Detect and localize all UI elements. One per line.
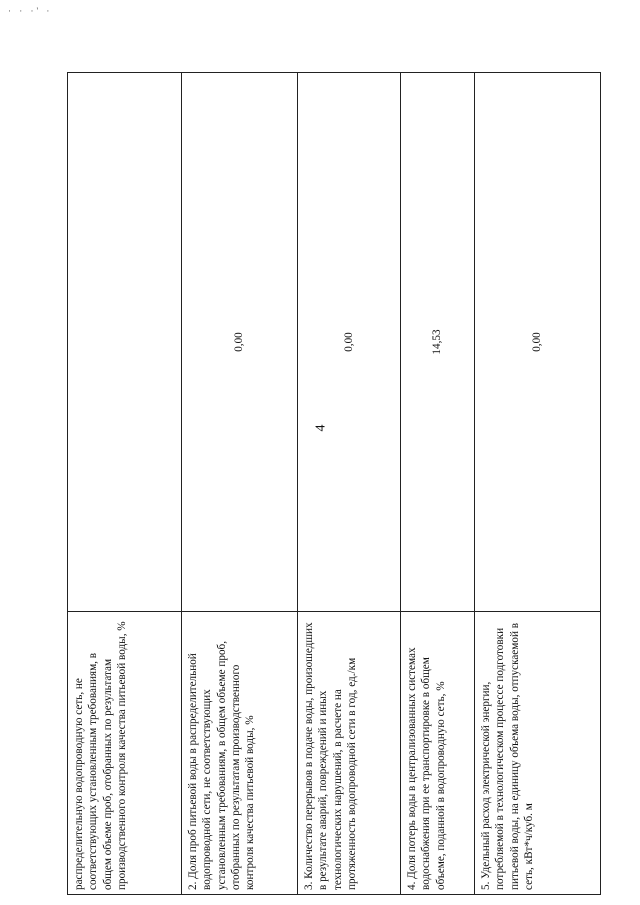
indicator-value: 0,00: [233, 332, 246, 352]
indicator-name-cell: [475, 612, 601, 895]
indicator-value-cell: [401, 73, 475, 612]
table-row: [401, 73, 475, 895]
indicators-table-rotated: [67, 72, 600, 895]
table-row: [68, 73, 182, 895]
indicator-value-cell: [298, 73, 401, 612]
indicator-value: 0,00: [531, 332, 544, 352]
indicator-value-cell: [68, 73, 182, 612]
indicator-name-cell: [298, 612, 401, 895]
indicators-table: [67, 72, 601, 895]
indicator-value: 0,00: [342, 332, 355, 352]
indicator-name-cell: [182, 612, 298, 895]
table-row: [475, 73, 601, 895]
indicator-value: 14,53: [431, 329, 444, 355]
indicator-name: 4. Доля потерь воды в централизованных системах водоснабжения при ее транспортировке в общем объеме, поданной в водопроводную сеть, %: [406, 647, 447, 890]
corner-marks: · · ·' ·: [8, 6, 53, 16]
table-row: [298, 73, 401, 895]
indicator-name: распределительную водопроводную сеть, не соответствующих установленным требованиям, в общем объеме проб, отобранных по результатам производственного контроля качества питьевой воды, %: [73, 621, 128, 890]
indicator-name-cell: [68, 612, 182, 895]
table-row: [182, 73, 298, 895]
indicator-name: 3. Количество перерывов в подаче воды, произошедших в результате аварий, повреждений и иных технологических нарушений, в расчете на протяженность водопроводной сети в год, ед./км: [303, 622, 358, 890]
indicator-name: 5. Удельный расход электрической энергии, потребляемой в технологическом процессе подготовки питьевой воды, на единицу объема воды, отпускаемой в сеть, кВт*ч/куб. м: [480, 622, 535, 890]
indicators-table-frame: [67, 72, 600, 895]
indicator-value-cell: [475, 73, 601, 612]
page-number: 4: [313, 424, 329, 432]
indicator-value-cell: [182, 73, 298, 612]
indicator-name: 2. Доля проб питьевой воды в распределительной водопроводной сети, не соответствующих установленным требованиям, в общем объеме проб, отобранных по результатам производственного контроля качества питьевой воды, %: [187, 640, 257, 890]
indicator-name-cell: [401, 612, 475, 895]
